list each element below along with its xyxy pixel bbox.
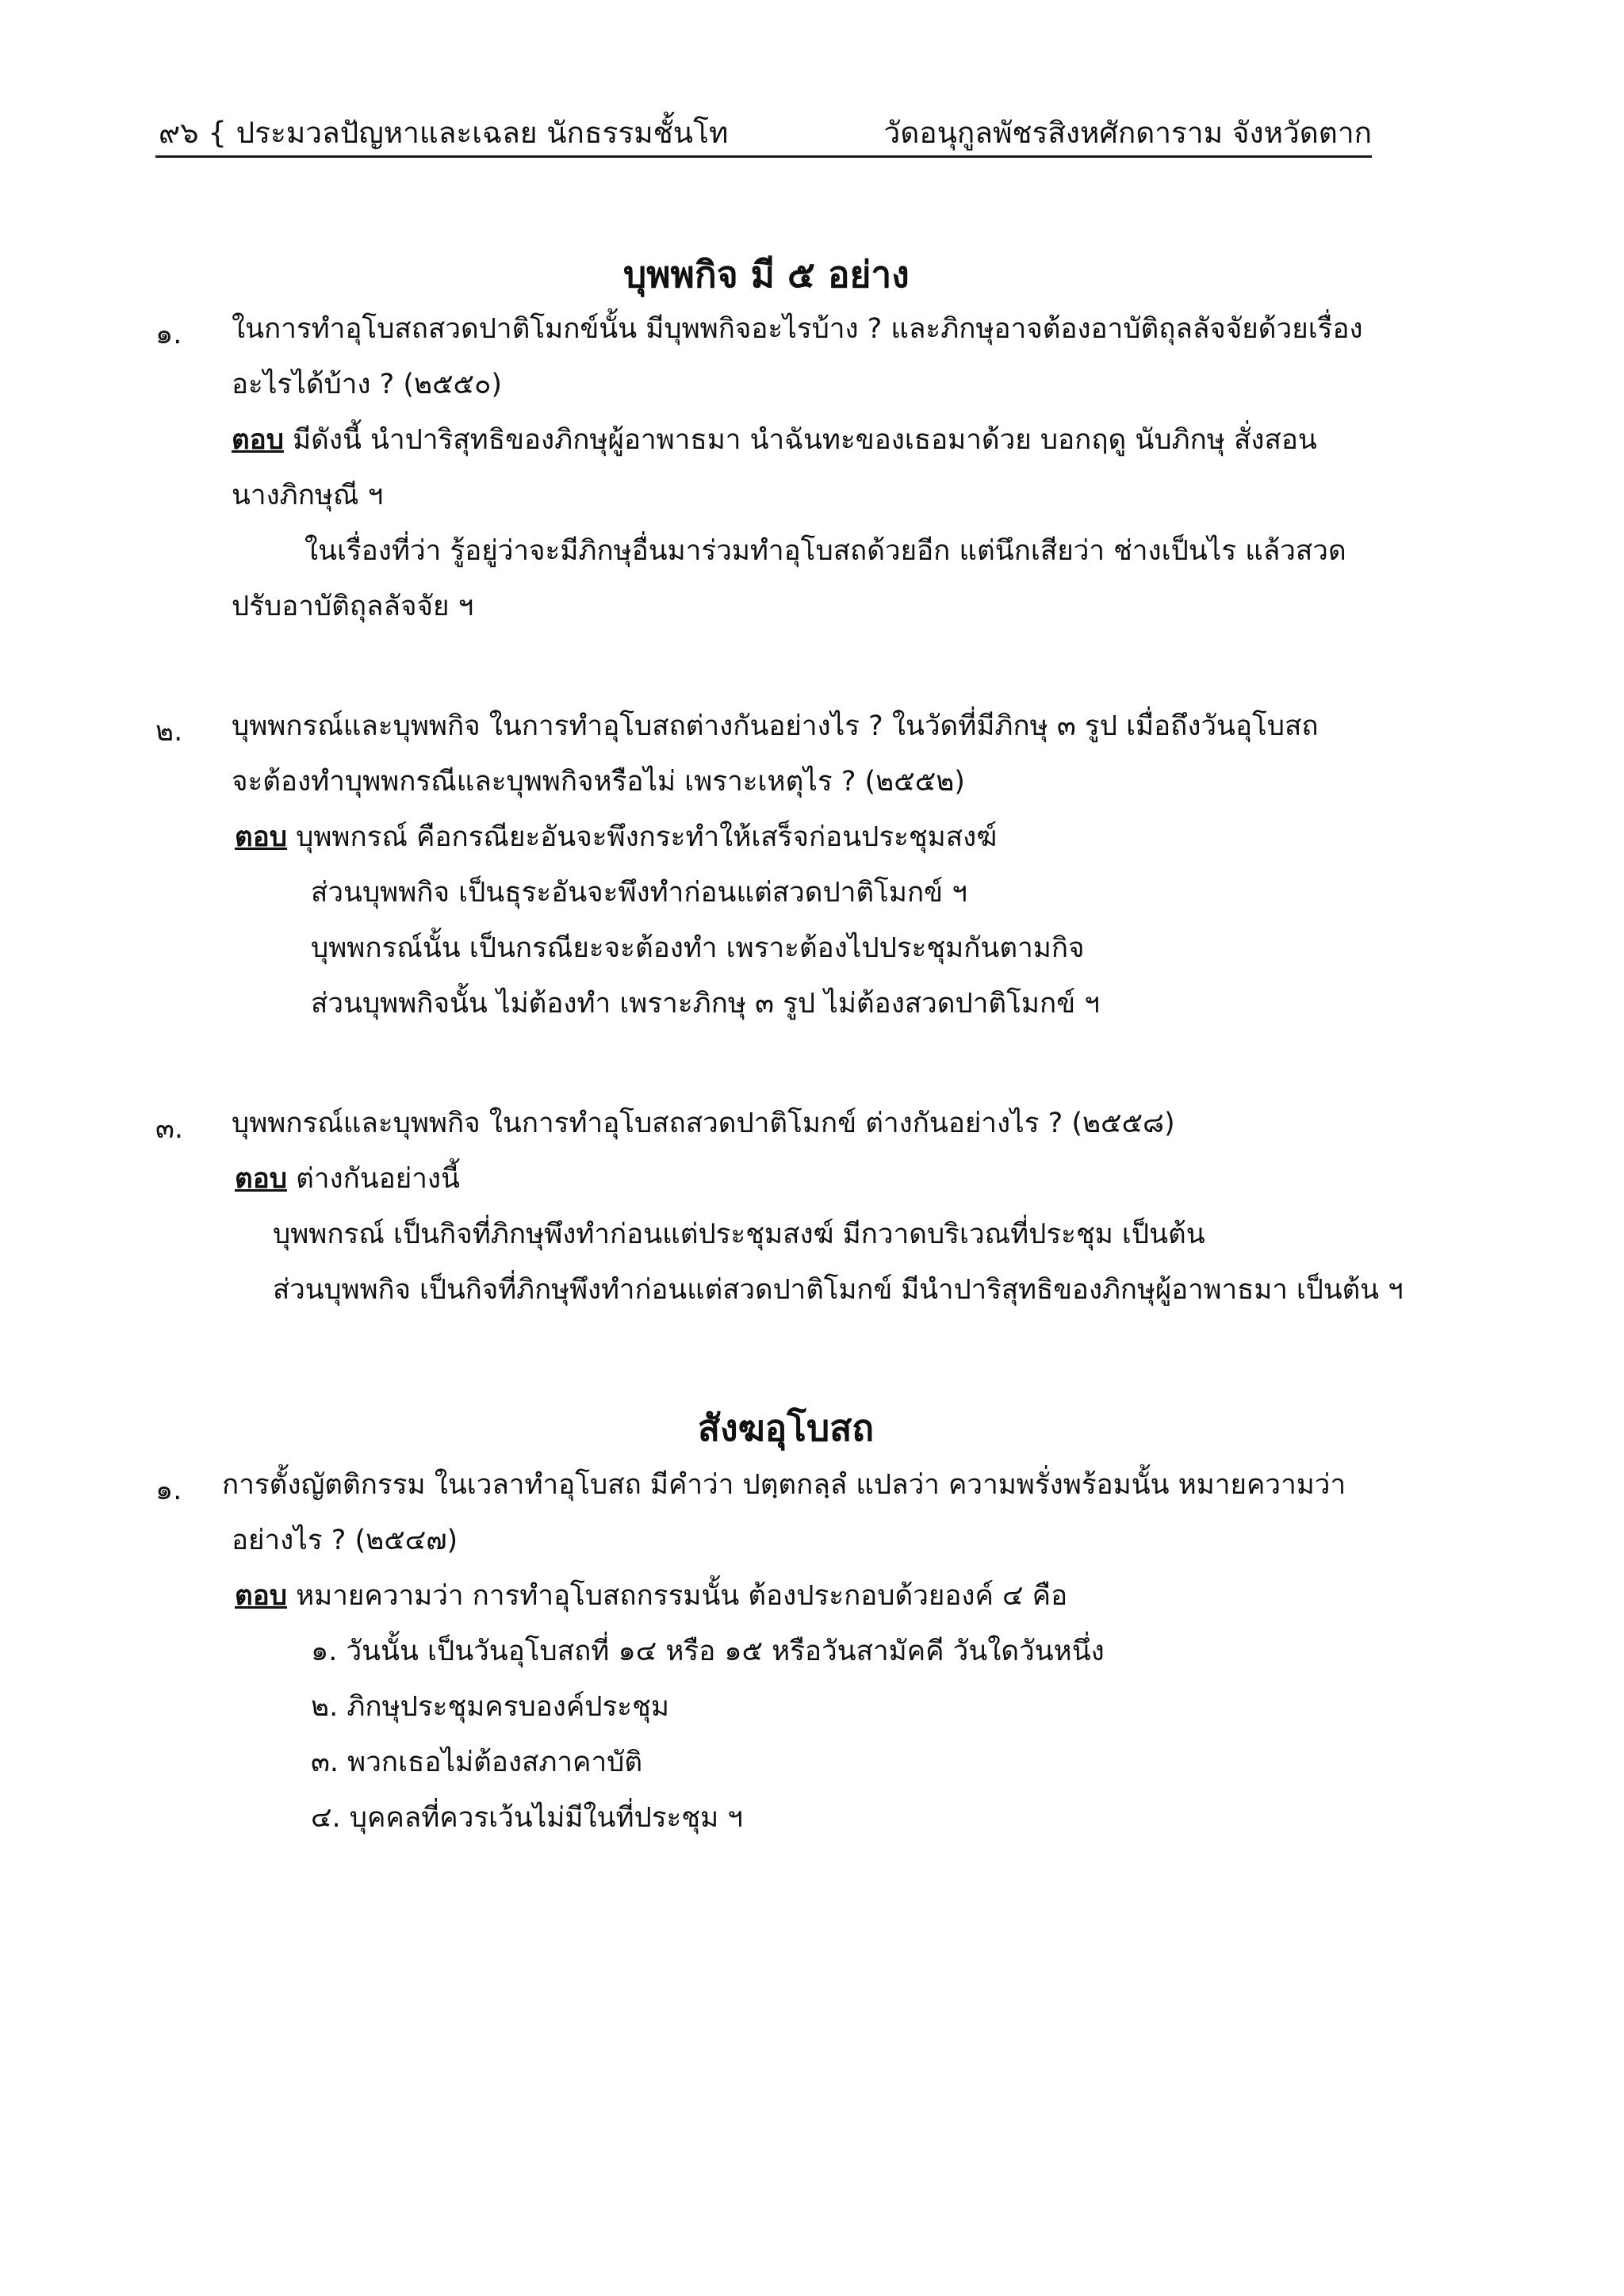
answer-line (232, 424, 1317, 456)
question-number: ๓. (155, 1113, 184, 1145)
answer-text: นางภิกษุณี ฯ (232, 480, 384, 511)
answer-label: ตอบ (235, 1580, 287, 1612)
question-number: ๒. (155, 716, 183, 748)
answer-text: บุพพกรณ์ คือกรณียะอันจะพึงกระทำให้เสร็จก่อนประชุมสงฆ์ (296, 821, 998, 853)
question-text: อย่างไร ? (๒๕๔๗) (232, 1525, 458, 1556)
answer-text: มีดังนี้ นำปาริสุทธิของภิกษุผู้อาพาธมา นำฉันทะของเธอมาด้วย บอกฤดู นับภิกษุ สั่งสอน (293, 424, 1317, 456)
answer-text: ในเรื่องที่ว่า รู้อยู่ว่าจะมีภิกษุอื่นมาร่วมทำอุโบสถด้วยอีก แต่นึกเสียว่า ช่างเป็นไร แล้วสวด (304, 535, 1346, 567)
running-header-right: วัดอนุกูลพัชรสิงหศักดาราม จังหวัดตาก (883, 116, 1372, 150)
question-text: การตั้งญัตติกรรม ในเวลาทำอุโบสถ มีคำว่า ปตฺตกลฺลํ แปลว่า ความพรั่งพร้อมนั้น หมายความว่า (222, 1469, 1346, 1501)
question-text: อะไรได้บ้าง ? (๒๕๕๐) (232, 369, 503, 400)
answer-line (235, 1165, 460, 1193)
answer-text: ส่วนบุพพกิจ เป็นธุระอันจะพึงทำก่อนแต่สวดปาติโมกข์ ฯ (311, 877, 967, 909)
answer-label: ตอบ (232, 424, 284, 456)
section-title: สังฆอุโบสถ (698, 1406, 875, 1449)
question-text: ในการทำอุโบสถสวดปาติโมกข์นั้น มีบุพพกิจอะไรบ้าง ? และภิกษุอาจต้องอาบัติถุลลัจจัยด้วยเรื่อง (232, 313, 1363, 345)
header-divider (155, 155, 1372, 158)
answer-text: ต่างกันอย่างนี้ (296, 1163, 460, 1195)
answer-text: ปรับอาบัติถุลลัจจัย ฯ (232, 591, 474, 622)
answer-line (235, 1582, 1067, 1610)
running-header-left: ๙๖ { ประมวลปัญหาและเฉลย นักธรรมชั้นโท (159, 116, 729, 150)
question-text: บุพพกรณ์และบุพพกิจ ในการทำอุโบสถต่างกันอย่างไร ? ในวัดที่มีภิกษุ ๓ รูป เมื่อถึงวันอุโบสถ (232, 710, 1319, 742)
section-title: บุพพกิจ มี ๕ อย่าง (623, 253, 910, 296)
question-text: จะต้องทำบุพพกรณีและบุพพกิจหรือไม่ เพราะเหตุไร ? (๒๕๕๒) (232, 766, 965, 798)
answer-text: บุพพกรณ์นั้น เป็นกรณียะจะต้องทำ เพราะต้องไปประชุมกันตามกิจ (311, 932, 1085, 964)
answer-text: ส่วนบุพพกิจนั้น ไม่ต้องทำ เพราะภิกษุ ๓ รูป ไม่ต้องสวดปาติโมกข์ ฯ (311, 988, 1100, 1020)
answer-line (235, 821, 998, 853)
answer-text: บุพพกรณ์ เป็นกิจที่ภิกษุพึงทำก่อนแต่ประชุมสงฆ์ มีกวาดบริเวณที่ประชุม เป็นต้น (273, 1219, 1205, 1250)
answer-text: ๔. บุคคลที่ควรเว้นไม่มีในที่ประชุม ฯ (311, 1802, 743, 1834)
answer-text: ๑. วันนั้น เป็นวันอุโบสถที่ ๑๔ หรือ ๑๕ หรือวันสามัคคี วันใดวันหนึ่ง (311, 1636, 1105, 1667)
answer-text: หมายความว่า การทำอุโบสถกรรมนั้น ต้องประกอบด้วยองค์ ๔ คือ (296, 1580, 1068, 1612)
question-number: ๑. (155, 1475, 182, 1506)
question-text: บุพพกรณ์และบุพพกิจ ในการทำอุโบสถสวดปาติโมกข์ ต่างกันอย่างไร ? (๒๕๕๘) (232, 1108, 1175, 1139)
question-number: ๑. (155, 319, 182, 350)
answer-text: ส่วนบุพพกิจ เป็นกิจที่ภิกษุพึงทำก่อนแต่สวดปาติโมกข์ มีนำปาริสุทธิของภิกษุผู้อาพาธมา เป็นต้น ฯ (273, 1274, 1404, 1306)
answer-text: ๒. ภิกษุประชุมครบองค์ประชุม (311, 1691, 669, 1723)
answer-text: ๓. พวกเธอไม่ต้องสภาคาบัติ (311, 1747, 643, 1778)
answer-label: ตอบ (235, 1163, 287, 1195)
answer-label: ตอบ (235, 821, 287, 853)
